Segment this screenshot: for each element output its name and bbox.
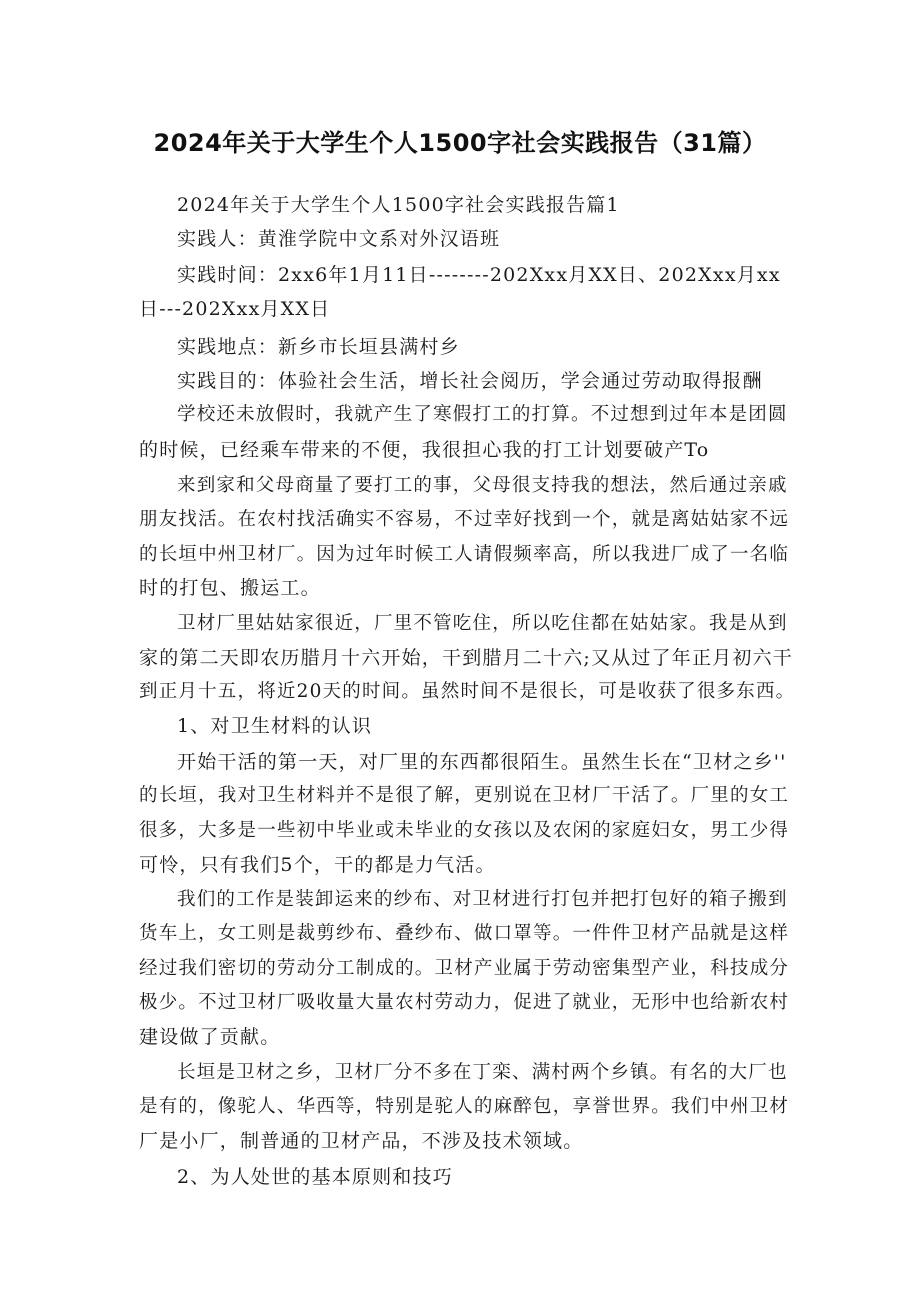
text-line: 实践时间：2xx6年1月11日--------202Xxx月XX日、202Xxx月xx	[177, 264, 781, 286]
section-heading: 2024年关于大学生个人1500字社会实践报告篇1	[177, 194, 620, 216]
text-line: 实践人：黄淮学院中文系对外汉语班	[177, 228, 501, 250]
text-line: 货车上，女工则是裁剪纱布、叠纱布、做口罩等。一件件卫材产品就是这样	[139, 923, 790, 944]
text-line: 经过我们密切的劳动分工制成的。卫材产业属于劳动密集型产业，科技成分	[139, 958, 790, 979]
text-line: 我们的工作是装卸运来的纱布、对卫材进行打包并把打包好的箱子搬到	[177, 889, 788, 910]
text-line: 极少。不过卫材厂吸收量大量农村劳动力，促进了就业，无形中也给新农村	[139, 992, 790, 1013]
section-heading: 1、对卫生材料的认识	[177, 715, 373, 737]
text-line: 来到家和父母商量了要打工的事，父母很支持我的想法，然后通过亲戚	[177, 475, 788, 496]
text-line: 卫材厂里姑姑家很近，厂里不管吃住，所以吃住都在姑姑家。我是从到	[177, 613, 788, 634]
text-line: 的时候，已经乘车带来的不便，我很担心我的打工计划要破产To	[139, 439, 710, 461]
text-line: 时的打包、搬运工。	[139, 577, 321, 599]
text-line: 实践地点：新乡市长垣县满村乡	[177, 336, 460, 358]
text-line: 很多，大多是一些初中毕业或未毕业的女孩以及农闲的家庭妇女，男工少得	[139, 820, 790, 841]
text-line: 家的第二天即农历腊月十六开始，干到腊月二十六;又从过了年正月初六干	[139, 647, 794, 669]
text-line: 开始干活的第一天，对厂里的东西都很陌生。虽然生长在“卫材之乡''	[177, 751, 787, 773]
document-title: 2024年关于大学生个人1500字社会实践报告（31篇）	[153, 129, 767, 157]
text-line: 厂是小厂，制普通的卫材产品，不涉及技术领域。	[139, 1130, 584, 1152]
section-heading: 2、为人处世的基本原则和技巧	[177, 1166, 453, 1188]
text-line: 长垣是卫材之乡，卫材厂分不多在丁栾、满村两个乡镇。有名的大厂也	[177, 1062, 788, 1083]
text-line: 的长垣，我对卫生材料并不是很了解，更别说在卫材厂干活了。厂里的女工	[139, 785, 790, 806]
text-line: 朋友找活。在农村找活确实不容易，不过幸好找到一个，就是离姑姑家不远	[139, 509, 790, 530]
text-line: 到正月十五，将近20天的时间。虽然时间不是很长，可是收获了很多东西。	[139, 681, 796, 702]
text-line: 可怜，只有我们5个，干的都是力气活。	[139, 854, 496, 876]
text-line: 是有的，像驼人、华西等，特别是驼人的麻醉包，享誉世界。我们中州卫材	[139, 1096, 790, 1117]
text-line: 学校还未放假时，我就产生了寒假打工的打算。不过想到过年本是团圆	[177, 404, 788, 425]
text-line: 日---202Xxx月XX日	[139, 298, 331, 320]
text-line: 建设做了贡献。	[139, 1026, 281, 1048]
text-line: 实践目的：体验社会生活，增长社会阅历，学会通过劳动取得报酬	[177, 370, 763, 392]
text-line: 的长垣中州卫材厂。因为过年时候工人请假频率高，所以我进厂成了一名临	[139, 544, 790, 565]
